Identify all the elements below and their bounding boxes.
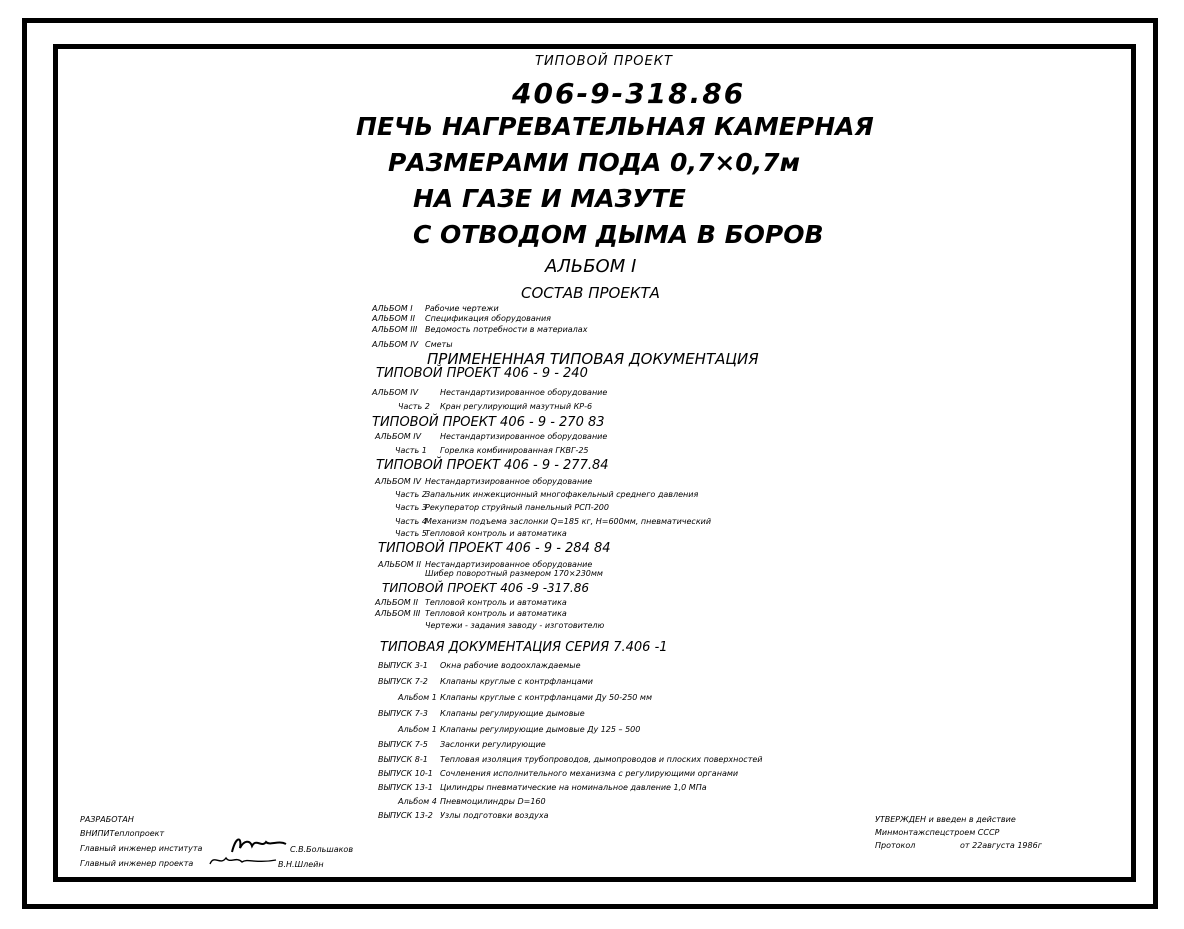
series-text-cell: Тепловая изоляция трубопроводов, дымопроводов и плоских поверхностей xyxy=(440,755,763,764)
title-line-4: С ОТВОДОМ ДЫМА В БОРОВ xyxy=(413,220,824,249)
doc-label: Часть 5 xyxy=(395,529,427,538)
doc-label: АЛЬБОМ III xyxy=(375,609,421,618)
series-label-cell: Альбом 4 xyxy=(398,797,437,806)
doc-text: Нестандартизированное оборудование xyxy=(425,477,593,486)
doc-text: Механизм подъема заслонки Q=185 кг, H=600мм, пневматический xyxy=(425,517,712,526)
doc-text: Кран регулирующий мазутный КР-6 xyxy=(440,402,593,411)
applied-docs-title: ПРИМЕНЕННАЯ ТИПОВАЯ ДОКУМЕНТАЦИЯ xyxy=(427,350,759,368)
doc-text: Тепловой контроль и автоматика xyxy=(425,609,567,618)
series-text-cell: Клапаны круглые с контрфланцами xyxy=(440,677,593,686)
signature-mark xyxy=(208,852,278,868)
series-label-cell: ВЫПУСК 7-3 xyxy=(378,709,428,718)
composition-label: АЛЬБОМ I xyxy=(372,304,413,313)
title-line-3: НА ГАЗЕ И МАЗУТЕ xyxy=(413,184,686,213)
title-line-1: ПЕЧЬ НАГРЕВАТЕЛЬНАЯ КАМЕРНАЯ xyxy=(356,112,874,141)
doc-label: АЛЬБОМ IV xyxy=(375,432,422,441)
series-label-cell: ВЫПУСК 7-2 xyxy=(378,677,428,686)
developer-org: ВНИПИТеплопроект xyxy=(80,829,165,838)
album-label: АЛЬБОМ I xyxy=(545,256,637,277)
series-text-cell: Цилиндры пневматические на номинальное давление 1,0 МПа xyxy=(440,783,707,792)
series-title: ТИПОВАЯ ДОКУМЕНТАЦИЯ СЕРИЯ 7.406 -1 xyxy=(380,640,668,655)
doc-label: Часть 4 xyxy=(395,517,427,526)
series-label-cell: Альбом 1 xyxy=(398,693,437,702)
series-text-cell: Пневмоцилиндры D=160 xyxy=(440,797,546,806)
title-line-2: РАЗМЕРАМИ ПОДА 0,7×0,7м xyxy=(388,148,801,177)
doc-label: Часть 1 xyxy=(395,446,427,455)
series-label: ТИПОВОЙ ПРОЕКТ xyxy=(535,54,673,69)
doc-text: Рекуператор струйный панельный РСП-200 xyxy=(425,503,609,512)
series-label-cell: ВЫПУСК 7-5 xyxy=(378,740,428,749)
composition-label: АЛЬБОМ II xyxy=(372,314,415,323)
doc-label: АЛЬБОМ II xyxy=(378,560,421,569)
composition-label: АЛЬБОМ IV xyxy=(372,340,419,349)
composition-text: Сметы xyxy=(425,340,453,349)
series-text-cell: Сочленения исполнительного механизма с регулирующими органами xyxy=(440,769,739,778)
series-text-cell: Заслонки регулирующие xyxy=(440,740,546,749)
project-heading: ТИПОВОЙ ПРОЕКТ 406 -9 -317.86 xyxy=(382,581,590,595)
approval-line-2: Минмонтажспецстроем СССР xyxy=(875,828,1000,837)
series-text-cell: Окна рабочие водоохлаждаемые xyxy=(440,661,581,670)
project-number: 406-9-318.86 xyxy=(512,77,746,110)
composition-title: СОСТАВ ПРОЕКТА xyxy=(521,284,660,302)
doc-text: Тепловой контроль и автоматика xyxy=(425,529,567,538)
doc-label: Часть 3 xyxy=(395,503,427,512)
composition-text: Спецификация оборудования xyxy=(425,314,551,323)
series-label-cell: Альбом 1 xyxy=(398,725,437,734)
series-text-cell: Клапаны регулирующие дымовые xyxy=(440,709,585,718)
composition-label: АЛЬБОМ III xyxy=(372,325,418,334)
series-text-cell: Узлы подготовки воздуха xyxy=(440,811,549,820)
series-text-cell: Клапаны регулирующие дымовые Ду 125 – 500 xyxy=(440,725,641,734)
doc-label: АЛЬБОМ IV xyxy=(375,477,422,486)
doc-label: АЛЬБОМ II xyxy=(375,598,418,607)
doc-label: Часть 2 xyxy=(398,402,430,411)
project-heading: ТИПОВОЙ ПРОЕКТ 406 - 9 - 284 84 xyxy=(378,541,611,556)
doc-text: Тепловой контроль и автоматика xyxy=(425,598,567,607)
doc-label: Часть 2 xyxy=(395,490,427,499)
composition-text: Ведомость потребности в материалах xyxy=(425,325,588,334)
series-text-cell: Клапаны круглые с контрфланцами Ду 50-250 мм xyxy=(440,693,652,702)
series-label-cell: ВЫПУСК 13-1 xyxy=(378,783,433,792)
series-label-cell: ВЫПУСК 3-1 xyxy=(378,661,428,670)
developer-heading: РАЗРАБОТАН xyxy=(80,815,134,824)
doc-text: Нестандартизированное оборудование xyxy=(425,560,593,569)
project-heading: ТИПОВОЙ ПРОЕКТ 406 - 9 - 270 83 xyxy=(372,415,605,430)
series-label-cell: ВЫПУСК 10-1 xyxy=(378,769,433,778)
doc-text: Чертежи - задания заводу - изготовителю xyxy=(425,621,605,630)
project-engineer-name: В.Н.Шлейн xyxy=(278,860,324,869)
project-heading: ТИПОВОЙ ПРОЕКТ 406 - 9 - 240 xyxy=(376,366,588,381)
series-label-cell: ВЫПУСК 13-2 xyxy=(378,811,433,820)
approval-line-1: УТВЕРЖДЕН и введен в действие xyxy=(875,815,1016,824)
composition-text: Рабочие чертежи xyxy=(425,304,499,313)
project-heading: ТИПОВОЙ ПРОЕКТ 406 - 9 - 277.84 xyxy=(376,458,609,473)
protocol-label: Протокол xyxy=(875,841,916,850)
project-engineer-role: Главный инженер проекта xyxy=(80,859,194,868)
protocol-date: от 22августа 1986г xyxy=(960,841,1042,850)
doc-label: АЛЬБОМ IV xyxy=(372,388,419,397)
doc-text: Нестандартизированное оборудование xyxy=(440,432,608,441)
doc-text: Горелка комбинированная ГКВГ-25 xyxy=(440,446,589,455)
doc-text: Запальник инжекционный многофакельный среднего давления xyxy=(425,490,699,499)
doc-text: Нестандартизированное оборудование xyxy=(440,388,608,397)
doc-text: Шибер поворотный размером 170×230мм xyxy=(425,569,603,578)
chief-engineer-name: С.В.Большаков xyxy=(290,845,354,854)
chief-engineer-role: Главный инженер института xyxy=(80,844,203,853)
series-label-cell: ВЫПУСК 8-1 xyxy=(378,755,428,764)
